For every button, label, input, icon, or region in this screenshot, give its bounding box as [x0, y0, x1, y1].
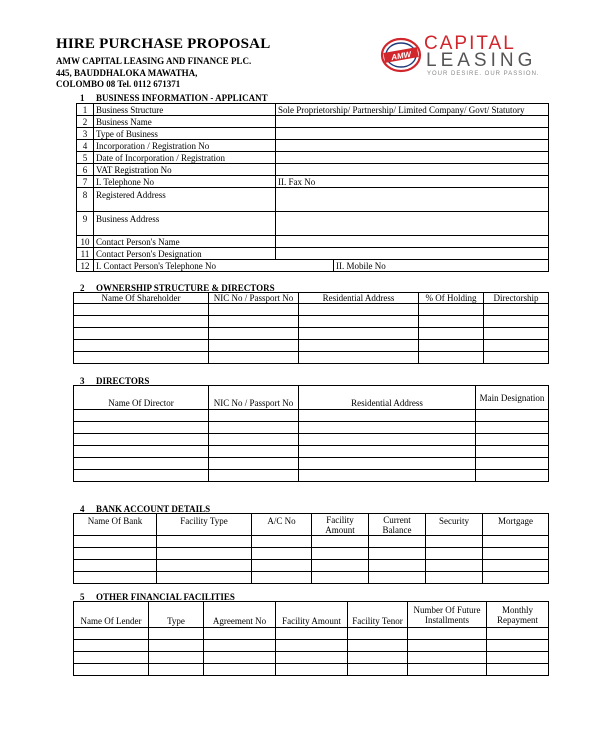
- table-row: [74, 446, 549, 458]
- company-city-phone: COLOMBO 08 Tel. 0112 671371: [56, 79, 181, 90]
- business-address-field[interactable]: [276, 212, 549, 236]
- table-row: [74, 434, 549, 446]
- table-header-row: Name Of Lender Type Agreement No Facility Amount Facility Tenor Number Of Future Installments Monthly Repayment: [74, 602, 549, 628]
- company-street: 445, BAUDDHALOKA MAWATHA,: [56, 67, 198, 78]
- section-3-title: 3 DIRECTORS: [80, 376, 150, 386]
- table-row: [74, 422, 549, 434]
- table-row: 6 VAT Registration No: [77, 164, 549, 176]
- financial-facilities-table: [73, 601, 549, 676]
- table-row: 2 Business Name: [77, 116, 549, 128]
- table-row: 12 I. Contact Person's Telephone No II. Mobile No: [77, 260, 549, 272]
- table-row: [74, 340, 549, 352]
- table-row: 9 Business Address: [77, 212, 549, 236]
- registered-address-field[interactable]: [276, 188, 549, 212]
- registration-no-field[interactable]: [276, 140, 549, 152]
- table-row: 10 Contact Person's Name: [77, 236, 549, 248]
- table-row: 7 I. Telephone No II. Fax No: [77, 176, 549, 188]
- directors-table: [73, 385, 549, 482]
- table-row: [74, 328, 549, 340]
- section-1-title: 1 BUSINESS INFORMATION - APPLICANT: [80, 93, 268, 103]
- fax-no-field[interactable]: II. Fax No: [276, 176, 549, 188]
- table-row: 4 Incorporation / Registration No: [77, 140, 549, 152]
- company-address: [56, 56, 251, 91]
- table-header-row: Name Of Shareholder NIC No / Passport No Residential Address % Of Holding Directorship: [74, 293, 549, 304]
- company-name: AMW CAPITAL LEASING AND FINANCE PLC.: [56, 56, 252, 66]
- table-row: [74, 652, 549, 664]
- table-row: 3 Type of Business: [77, 128, 549, 140]
- mobile-no-field[interactable]: II. Mobile No: [334, 260, 549, 272]
- section-2-title: 2 OWNERSHIP STRUCTURE & DIRECTORS: [80, 283, 275, 293]
- table-row: [74, 548, 549, 560]
- table-row: [74, 470, 549, 482]
- business-structure-field[interactable]: Sole Proprietorship/ Partnership/ Limited Company/ Govt/ Statutory: [276, 104, 549, 116]
- vat-no-field[interactable]: [276, 164, 549, 176]
- capital-leasing-logo: AMW CAPITAL LEASING YOUR DESIRE. OUR PASSION.: [380, 33, 552, 79]
- contact-designation-field[interactable]: [276, 248, 549, 260]
- section-4-title: 4 BANK ACCOUNT DETAILS: [80, 504, 211, 514]
- table-row: [74, 536, 549, 548]
- business-type-field[interactable]: [276, 128, 549, 140]
- table-header-row: Name Of Director NIC No / Passport No Residential Address Main Designation: [74, 386, 549, 410]
- bank-accounts-table: [73, 513, 549, 584]
- shareholders-table: [73, 292, 549, 364]
- amw-emblem-icon: [380, 37, 422, 73]
- page-title: HIRE PURCHASE PROPOSAL: [56, 36, 271, 52]
- table-row: [74, 628, 549, 640]
- table-header-row: Name Of Bank Facility Type A/C No Facility Amount Current Balance Security Mortgage: [74, 514, 549, 536]
- table-row: [74, 316, 549, 328]
- business-name-field[interactable]: [276, 116, 549, 128]
- contact-name-field[interactable]: [276, 236, 549, 248]
- table-row: 11 Contact Person's Designation: [77, 248, 549, 260]
- table-row: 8 Registered Address: [77, 188, 549, 212]
- table-row: [74, 572, 549, 584]
- table-row: [74, 640, 549, 652]
- table-row: 5 Date of Incorporation / Registration: [77, 152, 549, 164]
- business-info-table: [76, 103, 549, 272]
- table-row: [74, 352, 549, 364]
- svg-text:AMW: AMW: [390, 49, 412, 63]
- registration-date-field[interactable]: [276, 152, 549, 164]
- table-row: [74, 458, 549, 470]
- table-row: [74, 304, 549, 316]
- section-5-title: 5 OTHER FINANCIAL FACILITIES: [80, 592, 235, 602]
- table-row: [74, 410, 549, 422]
- table-row: [74, 560, 549, 572]
- table-row: [74, 664, 549, 676]
- table-row: 1 Business Structure Sole Proprietorship/ Partnership/ Limited Company/ Govt/ Statutory: [77, 104, 549, 116]
